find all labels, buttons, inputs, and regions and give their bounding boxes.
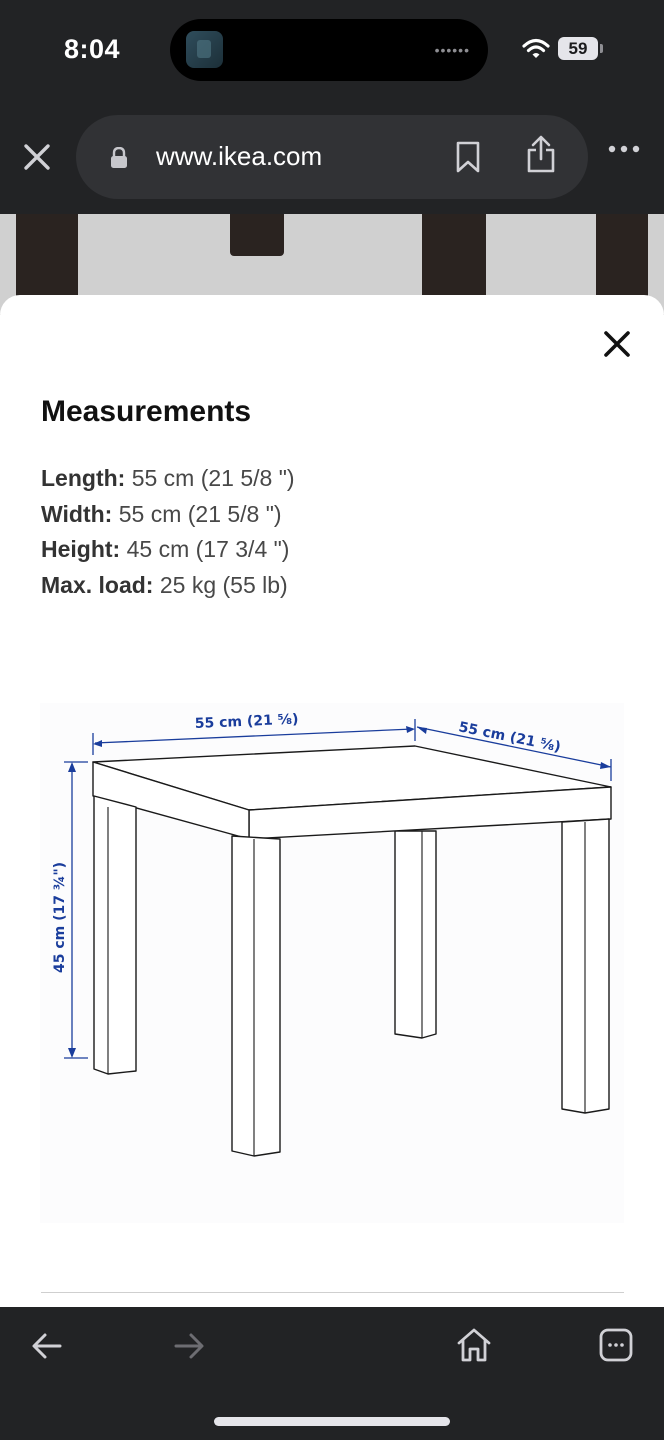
measurement-value: 25 kg (55 lb)	[159, 571, 288, 598]
lock-icon	[110, 147, 128, 169]
bookmark-icon[interactable]	[455, 141, 481, 173]
battery-tip	[600, 44, 603, 53]
measurement-width	[41, 497, 295, 533]
now-playing-thumbnail	[186, 31, 223, 68]
tabs-overview-icon[interactable]	[598, 1327, 634, 1363]
dimension-drawing	[40, 703, 624, 1223]
measurement-label: Width:	[41, 500, 113, 527]
back-arrow-icon[interactable]	[30, 1329, 64, 1363]
measurement-height	[41, 532, 295, 568]
dynamic-island[interactable]	[170, 19, 488, 81]
measurement-length	[41, 461, 295, 497]
measurement-value: 55 cm (21 5/8 ")	[131, 465, 295, 491]
measurement-value: 55 cm (21 5/8 ")	[118, 500, 282, 527]
audio-waveform-icon: ••••••	[434, 42, 470, 58]
battery-indicator	[558, 37, 598, 60]
status-time: 8:04	[64, 34, 121, 64]
measurements-sheet	[0, 295, 664, 1307]
more-options-icon[interactable]	[608, 144, 640, 154]
forward-arrow-icon[interactable]	[172, 1329, 206, 1363]
browser-toolbar	[0, 1307, 664, 1440]
table-leg-left	[94, 796, 136, 1074]
url-text: www.ikea.com	[156, 141, 323, 171]
measurement-value: 45 cm (17 3/4 ")	[126, 536, 290, 562]
section-divider	[41, 1292, 624, 1293]
measurement-list	[41, 461, 295, 603]
home-icon[interactable]	[456, 1327, 492, 1363]
table-line-drawing	[93, 746, 611, 1156]
dimension-label-width: 55 cm (21 ⅝)	[194, 711, 299, 732]
measurement-label: Height:	[41, 536, 121, 562]
table-leg-front	[232, 836, 280, 1156]
close-icon[interactable]	[602, 329, 632, 359]
battery-level: 59	[568, 39, 588, 58]
url-field[interactable]	[76, 115, 588, 199]
dimension-label-depth: 55 cm (21 ⅝)	[457, 719, 563, 756]
measurement-label: Max. load:	[41, 571, 154, 598]
share-icon[interactable]	[526, 135, 556, 173]
wifi-icon	[522, 38, 550, 60]
close-icon[interactable]	[20, 140, 54, 174]
table-leg-back-right	[395, 831, 436, 1038]
measurement-max-load	[41, 568, 295, 604]
measurement-label: Length:	[41, 465, 126, 491]
photo-table-leg	[230, 214, 284, 256]
status-bar	[0, 0, 664, 110]
home-indicator[interactable]	[214, 1417, 450, 1426]
browser-address-bar	[0, 110, 664, 214]
sheet-title: Measurements	[41, 395, 252, 428]
dimension-label-height: 45 cm (17 ¾")	[52, 861, 68, 973]
